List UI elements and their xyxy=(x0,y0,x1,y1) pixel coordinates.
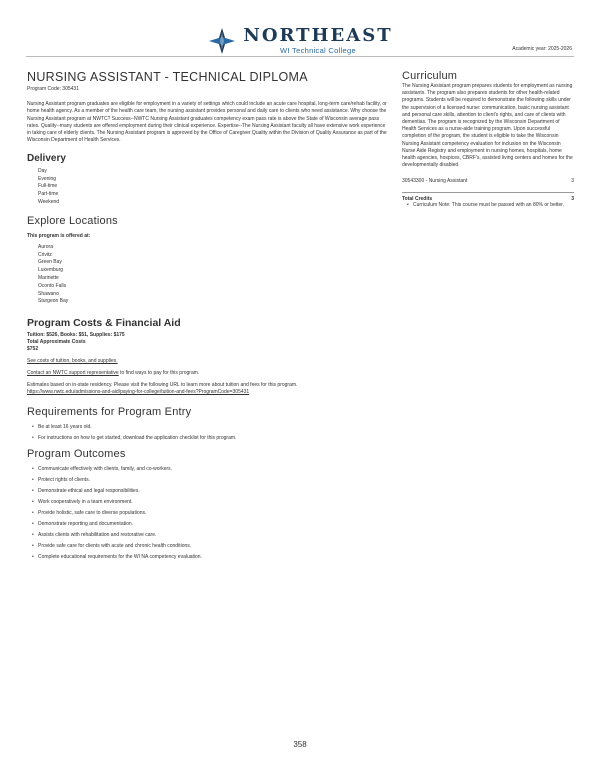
compass-star-icon xyxy=(207,26,237,56)
tuition-url-link[interactable]: https://www.nwtc.edu/admissions-and-aid/paying-for-college/tuition-and-fees?ProgramCode=305431 xyxy=(27,389,250,396)
contact-text: to find ways to pay for this program. xyxy=(118,370,200,377)
locations-list xyxy=(27,244,387,306)
course-name: 30543300 - Nursing Assistant xyxy=(402,178,468,185)
list-item: Shawano xyxy=(38,290,59,297)
course-credits: 3 xyxy=(571,178,574,185)
list-item: • Communicate effectively with clients, family, and co-workers. xyxy=(27,466,387,473)
list-item: • Protect rights of clients. xyxy=(27,477,387,484)
program-description: Nursing Assistant program graduates are eligible for employment in a variety of settings which could include an acute care hospital, long-term care/rehab facility, or home health agency. As a member of the health care team, the nursing assistant provides personal and daily care to clients who need assistance. Why choose the Nursing Assistant program at NWTC? Success--NWTC Nursing Assistant graduates competency exam pass rate is above the State of Wisconsin average pass rates. Quality--many students are offered employment during their clinical experience. Expertise--The Nursing Assistant faculty all have extensive work experience in taking care of elderly clients. The Nursing Assistant program is approved by the Office of Caregiver Quality within the Division of Quality Assurance as part of the Wisconsin Department of Health Services. xyxy=(27,101,387,144)
logo-name: NORTHEAST xyxy=(243,25,393,47)
page-number: 358 xyxy=(293,740,307,749)
program-code: Program Code: 305431 xyxy=(27,86,79,92)
list-item: Green Bay xyxy=(38,259,62,266)
contact-support-link[interactable]: Contact an NWTC support representative xyxy=(27,370,119,377)
list-item: Oconto Falls xyxy=(38,282,67,289)
outcomes-heading: Program Outcomes xyxy=(27,448,126,461)
locations-heading: Explore Locations xyxy=(27,214,118,227)
course-row xyxy=(402,178,574,184)
requirements-list xyxy=(27,424,387,442)
total-credits-value: 3 xyxy=(571,196,574,203)
logo-subtitle: WI Technical College xyxy=(280,46,356,56)
curriculum-column xyxy=(402,70,574,213)
list-item: Sturgeon Bay xyxy=(38,298,69,305)
list-item: Crivitz xyxy=(38,251,52,258)
list-item: • Complete educational requirements for the WI NA competency evaluation. xyxy=(27,554,387,561)
delivery-heading: Delivery xyxy=(27,152,66,164)
total-costs-value: $752 xyxy=(27,346,39,353)
total-costs-label: Total Approximate Costs xyxy=(27,339,86,346)
header-divider xyxy=(26,56,574,57)
list-item: • Provide safe care for clients with acute and chronic health conditions. xyxy=(27,543,387,550)
list-item: Aurora xyxy=(38,243,54,250)
curriculum-heading: Curriculum xyxy=(402,70,458,82)
list-item: • For instructions on how to get started, download the application checklist for this program. xyxy=(27,435,387,442)
list-item: Luxemburg xyxy=(38,267,64,274)
costs-link[interactable]: See costs of tuition, books, and supplies. xyxy=(27,358,118,365)
academic-year: Academic year: 2025-2026 xyxy=(512,46,572,52)
list-item: • Work cooperatively in a team environment. xyxy=(27,499,387,506)
list-item: Weekend xyxy=(38,198,60,205)
curriculum-note: • Curriculum Note: This course must be passed with an 80% or better. xyxy=(402,202,574,209)
list-item: • Demonstrate ethical and legal responsibilities. xyxy=(27,488,387,495)
list-item: • Demonstrate reporting and documentation. xyxy=(27,521,387,528)
list-item: • Assists clients with rehabilitation and restorative care. xyxy=(27,532,387,539)
list-item: Evening xyxy=(38,175,57,182)
list-item: • Provide holistic, safe care to diverse populations. xyxy=(27,510,387,517)
outcomes-list xyxy=(27,466,387,561)
curriculum-divider xyxy=(402,192,574,193)
college-logo xyxy=(0,26,600,56)
tuition-line: Tuition: $526, Books: $51, Supplies: $175 xyxy=(27,332,125,339)
page-title: NURSING ASSISTANT - TECHNICAL DIPLOMA xyxy=(27,70,308,84)
costs-heading: Program Costs & Financial Aid xyxy=(27,317,181,330)
curriculum-note-list xyxy=(402,202,574,209)
list-item: • Be at least 16 years old. xyxy=(27,424,387,431)
curriculum-description: The Nursing Assistant program prepares students for employment as nursing assistants. The program also prepares students for other health-related programs. Students will be required to demonstrate the following skills under the supervision of a licensed nurse: communication, basic nursing assistant and personal care skills, attention to client's rights, and care of clients with dementias. The program is recognized by the Wisconsin Department of Health Services as a nurse-aide training program. Upon successful completion of the program, the student is eligible to take the Wisconsin Nursing Assistant competency evaluation for inclusion on the Wisconsin Nurse Aide Registry and employment in nursing homes, hospitals, home health agencies, hospices, CBRF's, assisted living centers and homes for the developmentally disabled. xyxy=(402,83,573,169)
delivery-list xyxy=(27,168,387,207)
list-item: Part-time xyxy=(38,191,59,198)
list-item: Day xyxy=(38,167,47,174)
list-item: Marinette xyxy=(38,274,59,281)
main-column xyxy=(27,70,387,565)
total-credits-label: Total Credits xyxy=(402,196,433,203)
requirements-heading: Requirements for Program Entry xyxy=(27,406,192,419)
estimates-text: Estimates based on in-state residency. Please visit the following URL to learn more about tuition and fees for this program. xyxy=(27,381,298,388)
locations-intro: This program is offered at: xyxy=(27,232,91,239)
list-item: Full-time xyxy=(38,183,58,190)
